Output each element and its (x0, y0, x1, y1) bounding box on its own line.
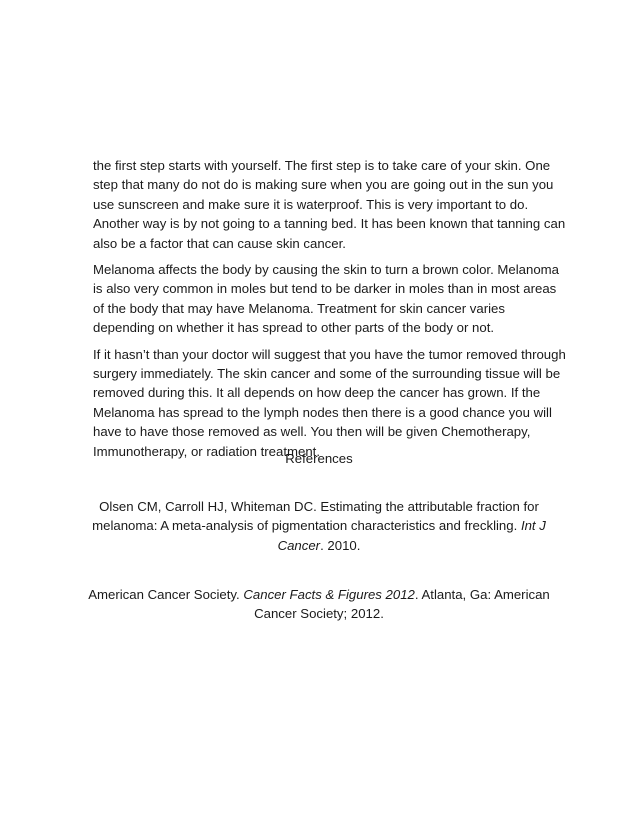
text-line: the first step starts with yourself. The first step is to take care of your skin. One (93, 158, 551, 173)
reference-line: Cancer Society; 2012. (254, 606, 384, 622)
reference-item (80, 497, 558, 555)
reference-text: melanoma: A meta-analysis of pigmentation characteristics and freckling. (92, 518, 521, 534)
references-heading: References (285, 451, 353, 466)
reference-line (80, 585, 558, 604)
journal-title: Int J (520, 518, 546, 534)
publication-title: Cancer Facts & Figures 2012 (243, 587, 415, 602)
text-line: If it hasn’t than your doctor will suggest that you have the tumor removed through (93, 346, 566, 362)
text-line: Melanoma has spread to the lymph nodes then there is a good chance you will (93, 404, 552, 420)
reference-text: . 2010. (320, 537, 361, 553)
text-line: Immunotherapy, or radiation treatment. (93, 443, 320, 459)
reference-text: American Cancer Society. (88, 587, 244, 602)
paragraph-treatment (93, 345, 566, 461)
text-line: depending on whether it has spread to other parts of the body or not. (93, 320, 495, 336)
text-line: removed during this. It all depends on how deep the cancer has grown. If the (93, 385, 541, 401)
paragraph-melanoma-effects (93, 260, 559, 338)
reference-text: . Atlanta, Ga: American (414, 587, 550, 602)
text-line: also be a factor that can cause skin cancer. (93, 235, 346, 251)
reference-line (80, 536, 558, 555)
reference-line: Olsen CM, Carroll HJ, Whiteman DC. Estimating the attributable fraction for (99, 499, 539, 514)
text-line: use sunscreen and make sure it is waterproof. This is very important to do. (93, 196, 529, 212)
text-line: have to have those removed as well. You then will be given Chemotherapy, (93, 424, 531, 440)
text-line: of the body that may have Melanoma. Treatment for skin cancer varies (93, 300, 505, 316)
text-line: is also very common in moles but tend to be darker in moles than in most areas (93, 281, 557, 297)
journal-title: Cancer (277, 537, 321, 553)
text-line: Another way is by not going to a tanning bed. It has been known that tanning can (93, 216, 566, 232)
reference-item (80, 585, 558, 624)
text-line: surgery immediately. The skin cancer and some of the surrounding tissue will be (93, 366, 561, 382)
text-line: step that many do not do is making sure when you are going out in the sun you (93, 177, 554, 193)
body-text (93, 156, 566, 468)
paragraph-prevention (93, 156, 566, 253)
text-line: Melanoma affects the body by causing the skin to turn a brown color. Melanoma (93, 262, 559, 278)
reference-line (80, 516, 558, 535)
